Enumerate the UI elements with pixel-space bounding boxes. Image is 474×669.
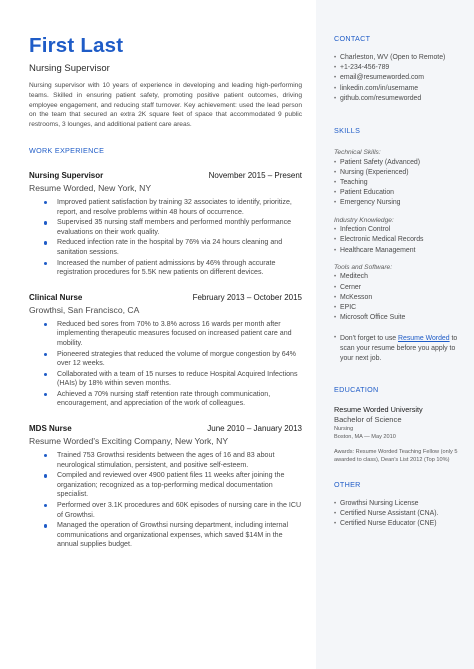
job-entry [29,171,302,278]
job-entry [29,424,302,550]
job-company: Resume Worded, New York, NY [29,182,152,193]
contact-phone[interactable]: • +1-234-456-789 [334,63,464,73]
contact-location: • Charleston, WV (Open to Remote) [334,53,464,63]
skill-item: • Microsoft Office Suite [334,313,464,323]
other-item: • Certified Nurse Educator (CNE) [334,519,464,529]
skill-item: • Healthcare Management [334,246,464,256]
other-list [334,499,464,530]
job-bullet: Compiled and reviewed over 4900 patient files 11 weeks after joining the organization; recognized as a top-performing medical documentation specialist. [57,471,302,500]
job-bullet: Reduced bed sores from 70% to 3.8% across 16 wards per month after implementing therapeutic measures focused on increased patient care and mobility. [57,320,302,349]
education-field: Nursing [334,426,354,433]
scan-note [334,334,464,363]
contact-github[interactable]: • github.com/resumeworded [334,94,464,104]
sidebar [316,0,474,669]
job-date: November 2015 – Present [208,170,302,180]
contact-heading: CONTACT [334,34,371,43]
education-heading: EDUCATION [334,385,379,395]
skill-item: • Patient Safety (Advanced) [334,158,464,168]
skill-item: • Meditech [334,272,464,282]
contact-linkedin[interactable]: • linkedin.com/in/username [334,84,464,94]
scan-note-suffix: to scan your resume before you apply to your next job. [340,335,458,362]
other-heading: OTHER [334,480,361,490]
skill-list [334,272,464,323]
resume-worded-link[interactable]: Resume Worded [398,335,450,343]
contact-email[interactable]: • email@resumeworded.com [334,73,464,83]
job-title: Nursing Supervisor [29,170,104,180]
candidate-name: First Last [29,34,124,57]
job-bullet: Performed over 3.1K procedures and 60K episodes of nursing care in the ICU of Growthsi. [57,501,302,519]
job-date: June 2010 – January 2013 [207,424,302,434]
skill-list [334,225,464,256]
other-item: • Growthsi Nursing License [334,499,464,509]
job-bullet: Improved patient satisfaction by training 32 associates to identify, prioritize, report, and resolve problems within 48 hours of occurrence. [57,198,302,217]
job-bullet: Collaborated with a team of 15 nurses to reduce Hospital Acquired Infections (HAIs) by 18% within seven months. [57,370,302,389]
contact-list [334,53,464,104]
job-bullet: Increased the number of patient admissions by 46% through accurate registration procedures for 5.5K new patients on different devices. [57,259,302,278]
scan-note-prefix: Don't forget to use [340,335,399,343]
job-title: Clinical Nurse [29,292,83,302]
skill-group-label: Industry Knowledge: [334,216,394,224]
job-title: MDS Nurse [29,424,72,434]
other-item: • Certified Nurse Assistant (CNA). [334,509,464,519]
job-company: Resume Worded's Exciting Company, New York, NY [29,436,229,447]
job-bullet: Achieved a 70% nursing staff retention rate through communication, encouragement, and appreciation of the work of colleagues. [57,390,302,409]
skill-group-label: Technical Skills: [334,149,381,157]
job-bullet: Trained 753 Growthsi residents between the ages of 16 and 83 about neurological stimulation, persistent, and positive self-esteem. [57,451,302,470]
job-company: Growthsi, San Francisco, CA [29,304,140,315]
education-degree: Bachelor of Science [334,415,402,425]
skill-item: • Teaching [334,178,464,188]
skills-heading: SKILLS [334,126,361,136]
job-bullet: Supervised 35 nursing staff members and performed monthly performance evaluations on their work quality. [57,218,302,237]
education-awards: Awards: Resume Worded Teaching Fellow (only 5 awarded to class), Dean's List 2012 (Top 10%) [334,449,458,464]
job-bullets [29,320,302,409]
job-bullets [29,451,302,550]
job-bullet: Pioneered strategies that reduced the volume of morgue congestion by 64% over 12 weeks. [57,350,302,369]
candidate-title: Nursing Supervisor [29,63,110,74]
job-bullet: Managed the operation of Growthsi nursing department, including internal communications and organizational expenses, which saved $14M in the annual supplies budget. [57,521,302,550]
education-school: Resume Worded University [334,405,423,415]
education-location-date: Boston, MA — May 2010 [334,434,396,441]
job-entry [29,293,302,409]
skill-list [334,158,464,209]
skill-item: • Electronic Medical Records [334,235,464,245]
skill-item: • Emergency Nursing [334,198,464,208]
skill-item: • McKesson [334,293,464,303]
skill-item: • EPIC [334,303,464,313]
skill-item: • Cerner [334,283,464,293]
work-experience-heading: WORK EXPERIENCE [29,145,105,155]
job-bullet: Reduced infection rate in the hospital by 76% via 24 hours cleaning and sanitation sessions. [57,238,302,257]
skill-item: • Nursing (Experienced) [334,168,464,178]
job-bullets [29,198,302,278]
skill-item: • Patient Education [334,188,464,198]
job-date: February 2013 – October 2015 [192,292,302,302]
skill-item: • Infection Control [334,225,464,235]
skill-group-label: Tools and Software: [334,263,393,271]
summary: Nursing supervisor with 10 years of experience in developing and leading high-performing teams. Skilled in ensuring patient safety, promoting positive patient outcomes, driving employee engagement, and reducing staff turnover. Key achievement: used the lead person on the team that secured an extra 2K square feet of space that accommodated 9 public restrooms, 3 lounges, and additional patient care areas. [29,82,302,129]
